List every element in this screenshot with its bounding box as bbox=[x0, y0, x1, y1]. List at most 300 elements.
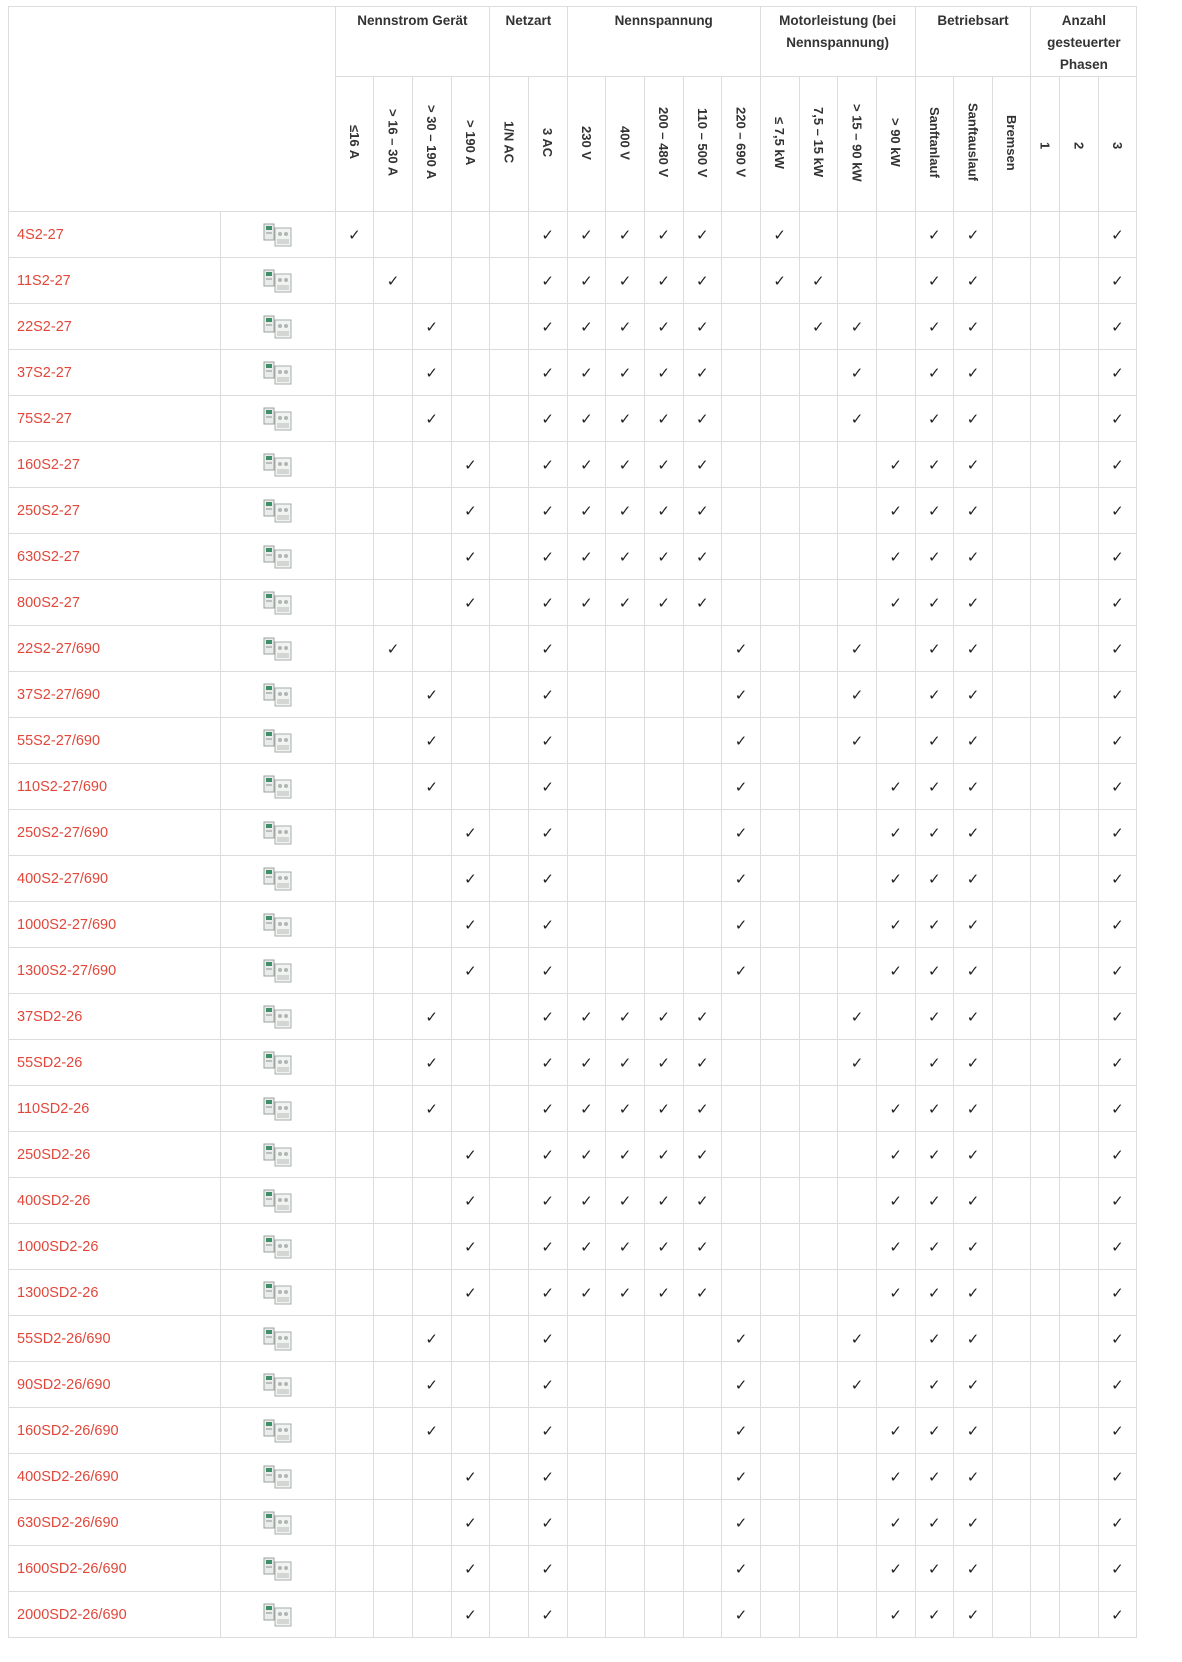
feature-cell bbox=[799, 1086, 838, 1132]
product-link[interactable]: 250S2-27 bbox=[9, 488, 221, 534]
feature-cell bbox=[915, 1592, 954, 1638]
feature-cell bbox=[606, 580, 645, 626]
feature-cell bbox=[412, 1592, 451, 1638]
check-icon: ✓ bbox=[889, 778, 902, 796]
feature-cell bbox=[644, 1500, 683, 1546]
product-link[interactable]: 250SD2-26 bbox=[9, 1132, 221, 1178]
feature-cell bbox=[992, 1316, 1031, 1362]
check-icon: ✓ bbox=[966, 1008, 980, 1026]
feature-cell bbox=[451, 488, 490, 534]
feature-cell bbox=[412, 258, 451, 304]
table-row bbox=[9, 718, 1176, 764]
product-thumbnail-icon[interactable] bbox=[263, 1280, 293, 1306]
feature-cell bbox=[992, 396, 1031, 442]
check-icon: ✓ bbox=[966, 640, 980, 658]
product-link[interactable]: 1000S2-27/690 bbox=[9, 902, 221, 948]
table-row bbox=[9, 1592, 1176, 1638]
feature-cell bbox=[1098, 948, 1137, 994]
check-icon: ✓ bbox=[541, 594, 554, 612]
feature-cell bbox=[683, 1362, 722, 1408]
feature-cell bbox=[1098, 1132, 1137, 1178]
feature-cell bbox=[567, 948, 606, 994]
feature-cell bbox=[915, 856, 954, 902]
feature-cell bbox=[490, 258, 529, 304]
feature-cell bbox=[760, 902, 799, 948]
feature-cell bbox=[683, 764, 722, 810]
feature-cell bbox=[760, 1178, 799, 1224]
product-link[interactable]: 11S2-27 bbox=[9, 258, 221, 304]
check-icon: ✓ bbox=[425, 318, 438, 336]
column-header bbox=[606, 77, 645, 212]
check-icon: ✓ bbox=[734, 778, 748, 796]
table-row bbox=[9, 1500, 1176, 1546]
feature-cell bbox=[528, 856, 567, 902]
product-link[interactable]: 37S2-27/690 bbox=[9, 672, 221, 718]
feature-cell bbox=[683, 488, 722, 534]
check-icon: ✓ bbox=[966, 594, 980, 612]
feature-cell bbox=[567, 1132, 606, 1178]
check-icon: ✓ bbox=[966, 962, 980, 980]
check-icon: ✓ bbox=[464, 1560, 477, 1578]
feature-cell bbox=[954, 1546, 993, 1592]
product-link[interactable]: 37SD2-26 bbox=[9, 994, 221, 1040]
feature-cell bbox=[374, 350, 413, 396]
product-image-cell bbox=[220, 304, 335, 350]
feature-cell bbox=[992, 948, 1031, 994]
check-icon: ✓ bbox=[889, 824, 902, 842]
feature-cell bbox=[412, 304, 451, 350]
table-row bbox=[9, 534, 1176, 580]
feature-cell bbox=[954, 212, 993, 258]
check-icon: ✓ bbox=[1111, 640, 1124, 658]
check-icon: ✓ bbox=[541, 1192, 554, 1210]
feature-cell bbox=[760, 1040, 799, 1086]
feature-cell bbox=[644, 534, 683, 580]
product-link[interactable]: 55SD2-26 bbox=[9, 1040, 221, 1086]
check-icon: ✓ bbox=[541, 272, 554, 290]
check-icon: ✓ bbox=[425, 686, 438, 704]
feature-cell bbox=[838, 1500, 877, 1546]
product-thumbnail-icon[interactable] bbox=[263, 544, 293, 570]
check-icon: ✓ bbox=[618, 364, 632, 382]
feature-cell bbox=[374, 1270, 413, 1316]
feature-cell bbox=[1031, 1362, 1059, 1408]
product-thumbnail-icon[interactable] bbox=[263, 774, 293, 800]
check-icon: ✓ bbox=[580, 594, 593, 612]
feature-cell bbox=[606, 1546, 645, 1592]
product-image-cell bbox=[220, 1592, 335, 1638]
check-icon: ✓ bbox=[966, 1192, 980, 1210]
check-icon: ✓ bbox=[966, 1100, 980, 1118]
feature-cell bbox=[838, 1362, 877, 1408]
feature-cell bbox=[992, 902, 1031, 948]
check-icon: ✓ bbox=[966, 686, 980, 704]
check-icon: ✓ bbox=[966, 364, 980, 382]
feature-cell bbox=[876, 212, 915, 258]
feature-cell bbox=[915, 212, 954, 258]
feature-cell bbox=[1031, 672, 1059, 718]
feature-cell bbox=[451, 902, 490, 948]
check-icon: ✓ bbox=[734, 1376, 748, 1394]
feature-cell bbox=[876, 1132, 915, 1178]
product-link[interactable]: 630SD2-26/690 bbox=[9, 1500, 221, 1546]
product-link[interactable]: 160SD2-26/690 bbox=[9, 1408, 221, 1454]
product-thumbnail-icon[interactable] bbox=[263, 406, 293, 432]
feature-cell bbox=[451, 718, 490, 764]
feature-cell bbox=[567, 1086, 606, 1132]
feature-cell bbox=[644, 1454, 683, 1500]
column-header-label: Bremsen bbox=[1004, 114, 1020, 171]
check-icon: ✓ bbox=[1111, 1284, 1124, 1302]
check-icon: ✓ bbox=[1111, 1238, 1124, 1256]
product-image-cell bbox=[220, 1040, 335, 1086]
feature-cell bbox=[1031, 1086, 1059, 1132]
product-thumbnail-icon[interactable] bbox=[263, 1372, 293, 1398]
feature-cell bbox=[876, 396, 915, 442]
feature-cell bbox=[528, 902, 567, 948]
feature-cell bbox=[992, 1592, 1031, 1638]
product-link[interactable]: 1300S2-27/690 bbox=[9, 948, 221, 994]
feature-cell bbox=[528, 1408, 567, 1454]
product-thumbnail-icon[interactable] bbox=[263, 1142, 293, 1168]
feature-cell bbox=[876, 1040, 915, 1086]
feature-cell bbox=[1031, 1224, 1059, 1270]
product-thumbnail-icon[interactable] bbox=[263, 498, 293, 524]
check-icon: ✓ bbox=[1111, 364, 1124, 382]
feature-cell bbox=[374, 1500, 413, 1546]
feature-cell bbox=[838, 1132, 877, 1178]
table-row bbox=[9, 672, 1176, 718]
feature-cell bbox=[876, 1454, 915, 1500]
product-link[interactable]: 400SD2-26 bbox=[9, 1178, 221, 1224]
feature-cell bbox=[567, 902, 606, 948]
feature-cell bbox=[567, 442, 606, 488]
feature-cell bbox=[683, 1086, 722, 1132]
feature-cell bbox=[954, 1362, 993, 1408]
product-thumbnail-icon[interactable] bbox=[263, 958, 293, 984]
feature-cell bbox=[876, 626, 915, 672]
column-header bbox=[1031, 77, 1059, 212]
feature-cell bbox=[451, 994, 490, 1040]
check-icon: ✓ bbox=[1111, 594, 1124, 612]
feature-cell bbox=[838, 948, 877, 994]
feature-cell bbox=[451, 1224, 490, 1270]
table-row bbox=[9, 442, 1176, 488]
feature-cell bbox=[528, 1362, 567, 1408]
check-icon: ✓ bbox=[966, 1514, 980, 1532]
feature-cell bbox=[1098, 442, 1137, 488]
feature-cell bbox=[1098, 1086, 1137, 1132]
feature-cell bbox=[915, 534, 954, 580]
product-thumbnail-icon[interactable] bbox=[263, 222, 293, 248]
product-image-cell bbox=[220, 1500, 335, 1546]
product-thumbnail-icon[interactable] bbox=[263, 1510, 293, 1536]
feature-cell bbox=[838, 1086, 877, 1132]
feature-cell bbox=[412, 718, 451, 764]
feature-cell bbox=[876, 948, 915, 994]
feature-cell bbox=[374, 258, 413, 304]
product-link[interactable]: 75S2-27 bbox=[9, 396, 221, 442]
product-link[interactable]: 1300SD2-26 bbox=[9, 1270, 221, 1316]
feature-cell bbox=[1031, 718, 1059, 764]
check-icon: ✓ bbox=[657, 226, 670, 244]
product-thumbnail-icon[interactable] bbox=[263, 1556, 293, 1582]
product-thumbnail-icon[interactable] bbox=[263, 728, 293, 754]
product-link[interactable]: 55S2-27/690 bbox=[9, 718, 221, 764]
column-header-label: 1 bbox=[1037, 141, 1053, 149]
feature-cell bbox=[335, 396, 374, 442]
feature-cell bbox=[1059, 994, 1098, 1040]
product-link[interactable]: 22S2-27 bbox=[9, 304, 221, 350]
product-link[interactable]: 250S2-27/690 bbox=[9, 810, 221, 856]
product-link[interactable]: 55SD2-26/690 bbox=[9, 1316, 221, 1362]
feature-cell bbox=[722, 1316, 761, 1362]
feature-cell bbox=[644, 1040, 683, 1086]
product-image-cell bbox=[220, 1132, 335, 1178]
product-link[interactable]: 1000SD2-26 bbox=[9, 1224, 221, 1270]
product-thumbnail-icon[interactable] bbox=[263, 1004, 293, 1030]
feature-cell bbox=[644, 1408, 683, 1454]
product-comparison-table bbox=[8, 6, 1176, 1638]
feature-cell bbox=[1031, 1040, 1059, 1086]
feature-cell bbox=[412, 1040, 451, 1086]
check-icon: ✓ bbox=[928, 410, 941, 428]
product-link[interactable]: 400SD2-26/690 bbox=[9, 1454, 221, 1500]
product-thumbnail-icon[interactable] bbox=[263, 1418, 293, 1444]
feature-cell bbox=[1031, 1454, 1059, 1500]
column-header-label: 3 bbox=[1109, 141, 1125, 149]
product-link[interactable]: 160S2-27 bbox=[9, 442, 221, 488]
product-thumbnail-icon[interactable] bbox=[263, 912, 293, 938]
feature-cell bbox=[451, 350, 490, 396]
check-icon: ✓ bbox=[966, 1376, 980, 1394]
check-icon: ✓ bbox=[850, 732, 864, 750]
feature-cell bbox=[567, 1270, 606, 1316]
check-icon: ✓ bbox=[657, 1284, 670, 1302]
feature-cell bbox=[335, 1086, 374, 1132]
check-icon: ✓ bbox=[541, 1422, 554, 1440]
check-icon: ✓ bbox=[966, 1238, 980, 1256]
check-icon: ✓ bbox=[928, 272, 941, 290]
feature-cell bbox=[722, 258, 761, 304]
feature-cell bbox=[992, 626, 1031, 672]
product-image-cell bbox=[220, 810, 335, 856]
feature-cell bbox=[567, 304, 606, 350]
check-icon: ✓ bbox=[580, 318, 593, 336]
product-link[interactable]: 22S2-27/690 bbox=[9, 626, 221, 672]
product-thumbnail-icon[interactable] bbox=[263, 1234, 293, 1260]
feature-cell bbox=[1098, 1546, 1137, 1592]
check-icon: ✓ bbox=[425, 1422, 438, 1440]
feature-cell bbox=[838, 672, 877, 718]
feature-cell bbox=[876, 718, 915, 764]
feature-cell bbox=[528, 1086, 567, 1132]
feature-cell bbox=[876, 1316, 915, 1362]
feature-cell bbox=[992, 1040, 1031, 1086]
product-thumbnail-icon[interactable] bbox=[263, 360, 293, 386]
feature-cell bbox=[528, 442, 567, 488]
feature-cell bbox=[1059, 1040, 1098, 1086]
feature-cell bbox=[838, 1454, 877, 1500]
check-icon: ✓ bbox=[889, 1468, 902, 1486]
product-link[interactable]: 630S2-27 bbox=[9, 534, 221, 580]
feature-cell bbox=[490, 1086, 529, 1132]
check-icon: ✓ bbox=[966, 548, 980, 566]
column-header bbox=[644, 77, 683, 212]
product-thumbnail-icon[interactable] bbox=[263, 1326, 293, 1352]
feature-cell bbox=[954, 1592, 993, 1638]
check-icon: ✓ bbox=[580, 1192, 593, 1210]
column-header bbox=[722, 77, 761, 212]
table-row bbox=[9, 856, 1176, 902]
product-image-cell bbox=[220, 626, 335, 672]
feature-cell bbox=[606, 304, 645, 350]
feature-cell bbox=[528, 1592, 567, 1638]
feature-cell bbox=[915, 1132, 954, 1178]
check-icon: ✓ bbox=[618, 410, 632, 428]
check-icon: ✓ bbox=[928, 1376, 941, 1394]
check-icon: ✓ bbox=[657, 1238, 670, 1256]
feature-cell bbox=[992, 856, 1031, 902]
feature-cell bbox=[760, 488, 799, 534]
product-image-cell bbox=[220, 764, 335, 810]
feature-cell bbox=[412, 1270, 451, 1316]
product-thumbnail-icon[interactable] bbox=[263, 682, 293, 708]
product-link[interactable]: 90SD2-26/690 bbox=[9, 1362, 221, 1408]
product-thumbnail-icon[interactable] bbox=[263, 1050, 293, 1076]
feature-cell bbox=[1031, 534, 1059, 580]
product-link[interactable]: 110S2-27/690 bbox=[9, 764, 221, 810]
product-thumbnail-icon[interactable] bbox=[263, 1602, 293, 1628]
feature-cell bbox=[683, 1132, 722, 1178]
feature-cell bbox=[451, 1500, 490, 1546]
product-thumbnail-icon[interactable] bbox=[263, 452, 293, 478]
check-icon: ✓ bbox=[464, 548, 477, 566]
feature-cell bbox=[992, 1408, 1031, 1454]
check-icon: ✓ bbox=[1111, 1468, 1124, 1486]
feature-cell bbox=[1031, 1500, 1059, 1546]
feature-cell bbox=[915, 1316, 954, 1362]
feature-cell bbox=[954, 1040, 993, 1086]
product-thumbnail-icon[interactable] bbox=[263, 636, 293, 662]
check-icon: ✓ bbox=[734, 1514, 748, 1532]
feature-cell bbox=[915, 1454, 954, 1500]
feature-cell bbox=[876, 856, 915, 902]
feature-cell bbox=[567, 764, 606, 810]
feature-cell bbox=[876, 1408, 915, 1454]
column-header-label: 220 – 690 V bbox=[733, 107, 749, 178]
check-icon: ✓ bbox=[1111, 1100, 1124, 1118]
feature-cell bbox=[915, 1270, 954, 1316]
feature-cell bbox=[644, 1592, 683, 1638]
feature-cell bbox=[567, 1224, 606, 1270]
feature-cell bbox=[644, 856, 683, 902]
check-icon: ✓ bbox=[966, 226, 980, 244]
feature-cell bbox=[412, 1224, 451, 1270]
feature-cell bbox=[799, 948, 838, 994]
check-icon: ✓ bbox=[696, 364, 709, 382]
product-thumbnail-icon[interactable] bbox=[263, 1188, 293, 1214]
product-link[interactable]: 800S2-27 bbox=[9, 580, 221, 626]
column-header bbox=[1059, 77, 1098, 212]
table-row bbox=[9, 488, 1176, 534]
feature-cell bbox=[451, 856, 490, 902]
feature-cell bbox=[722, 1132, 761, 1178]
feature-cell bbox=[412, 488, 451, 534]
feature-cell bbox=[838, 258, 877, 304]
feature-cell bbox=[490, 810, 529, 856]
check-icon: ✓ bbox=[889, 1514, 902, 1532]
feature-cell bbox=[722, 626, 761, 672]
column-header bbox=[412, 77, 451, 212]
feature-cell bbox=[606, 396, 645, 442]
check-icon: ✓ bbox=[889, 916, 902, 934]
feature-cell bbox=[722, 1178, 761, 1224]
check-icon: ✓ bbox=[1111, 318, 1124, 336]
feature-cell bbox=[954, 580, 993, 626]
feature-cell bbox=[1031, 948, 1059, 994]
check-icon: ✓ bbox=[1111, 1330, 1124, 1348]
product-thumbnail-icon[interactable] bbox=[263, 1464, 293, 1490]
check-icon: ✓ bbox=[696, 1284, 709, 1302]
product-thumbnail-icon[interactable] bbox=[263, 866, 293, 892]
feature-cell bbox=[722, 856, 761, 902]
check-icon: ✓ bbox=[696, 548, 709, 566]
product-link[interactable]: 110SD2-26 bbox=[9, 1086, 221, 1132]
feature-cell bbox=[760, 1546, 799, 1592]
check-icon: ✓ bbox=[657, 1008, 670, 1026]
product-link[interactable]: 400S2-27/690 bbox=[9, 856, 221, 902]
feature-cell bbox=[1031, 1546, 1059, 1592]
feature-cell bbox=[374, 1040, 413, 1086]
check-icon: ✓ bbox=[464, 1146, 477, 1164]
check-icon: ✓ bbox=[657, 1146, 670, 1164]
check-icon: ✓ bbox=[696, 1054, 709, 1072]
feature-cell bbox=[490, 350, 529, 396]
feature-cell bbox=[876, 1270, 915, 1316]
column-header bbox=[799, 77, 838, 212]
feature-cell bbox=[528, 764, 567, 810]
feature-cell bbox=[374, 488, 413, 534]
product-thumbnail-icon[interactable] bbox=[263, 1096, 293, 1122]
feature-cell bbox=[528, 1270, 567, 1316]
feature-cell bbox=[374, 948, 413, 994]
product-link[interactable]: 2000SD2-26/690 bbox=[9, 1592, 221, 1638]
product-link[interactable]: 37S2-27 bbox=[9, 350, 221, 396]
feature-cell bbox=[412, 1454, 451, 1500]
feature-cell bbox=[528, 1500, 567, 1546]
product-thumbnail-icon[interactable] bbox=[263, 590, 293, 616]
check-icon: ✓ bbox=[928, 1054, 941, 1072]
product-link[interactable]: 1600SD2-26/690 bbox=[9, 1546, 221, 1592]
product-thumbnail-icon[interactable] bbox=[263, 314, 293, 340]
product-thumbnail-icon[interactable] bbox=[263, 268, 293, 294]
check-icon: ✓ bbox=[425, 1054, 438, 1072]
check-icon: ✓ bbox=[541, 1330, 554, 1348]
feature-cell bbox=[1059, 534, 1098, 580]
product-link[interactable]: 4S2-27 bbox=[9, 212, 221, 258]
table-row bbox=[9, 1546, 1176, 1592]
feature-cell bbox=[490, 442, 529, 488]
feature-cell bbox=[335, 994, 374, 1040]
feature-cell bbox=[683, 534, 722, 580]
check-icon: ✓ bbox=[889, 502, 902, 520]
product-thumbnail-icon[interactable] bbox=[263, 820, 293, 846]
check-icon: ✓ bbox=[425, 1376, 438, 1394]
table-row bbox=[9, 1178, 1176, 1224]
feature-cell bbox=[722, 672, 761, 718]
column-header bbox=[528, 77, 567, 212]
